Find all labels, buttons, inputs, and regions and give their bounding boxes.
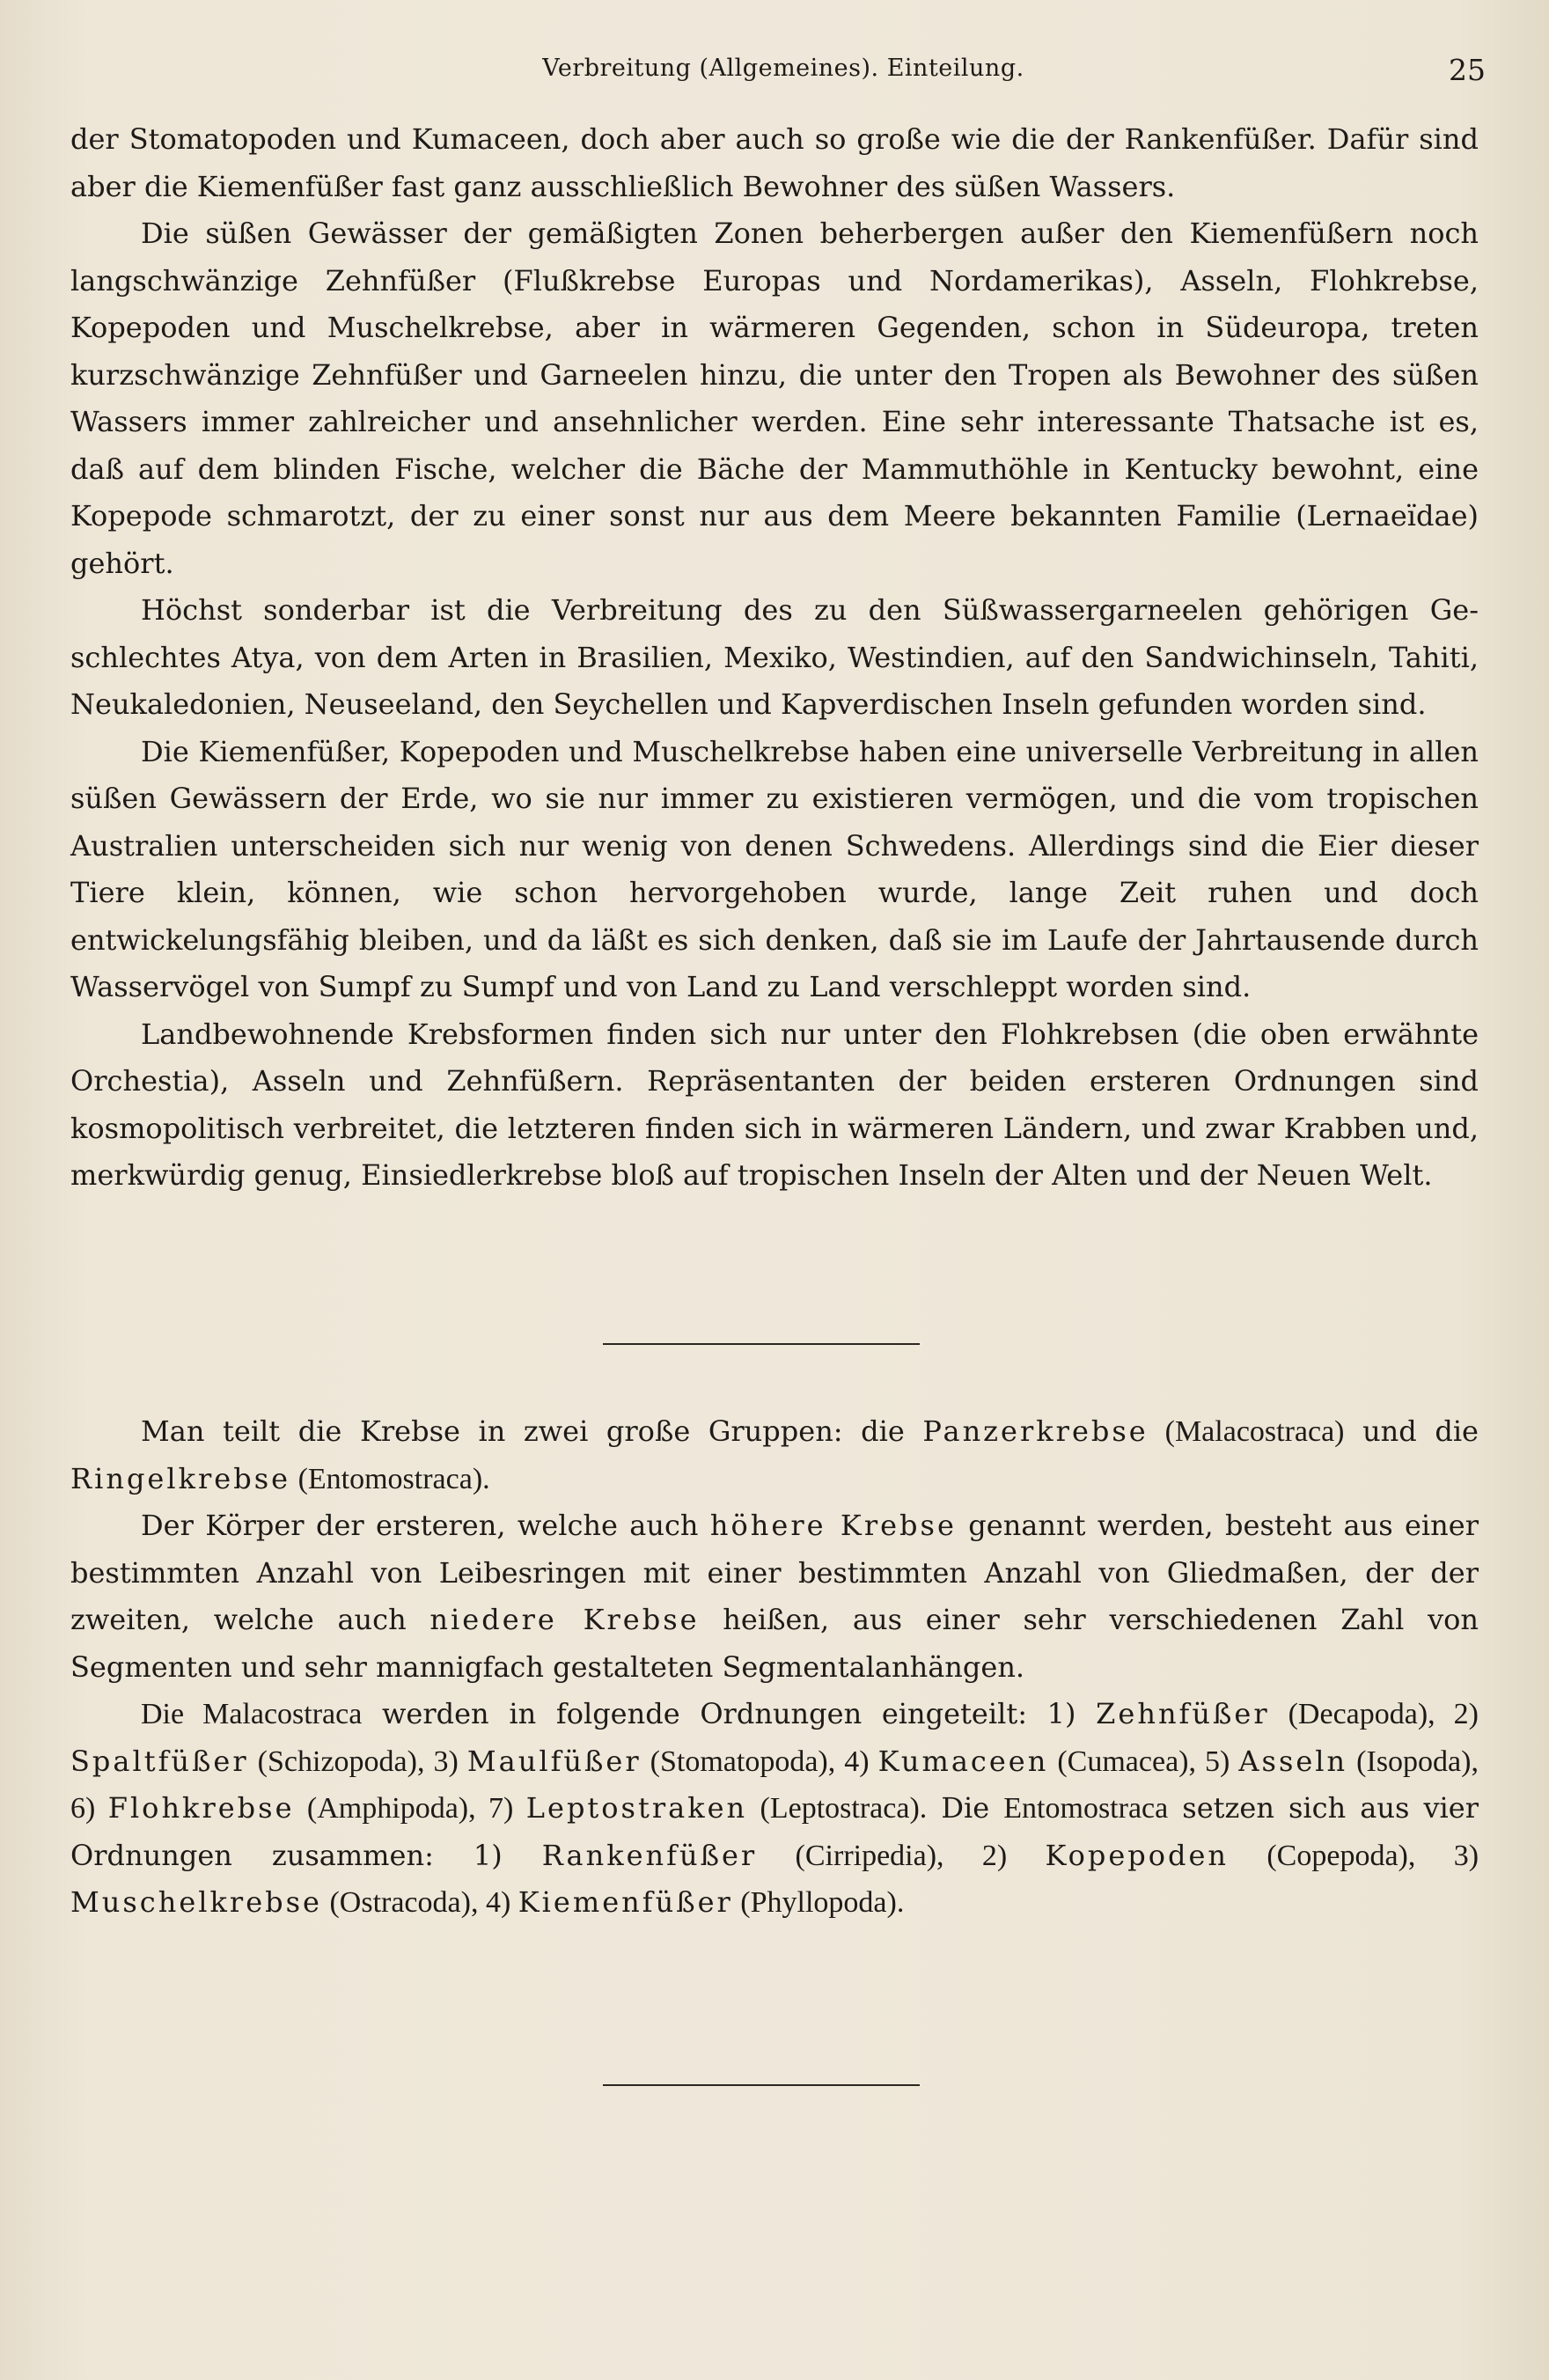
section-classification [70, 1408, 1479, 1927]
text-run: Die [927, 1791, 1004, 1825]
latin-amphipoda: (Amphipoda), 7) [294, 1792, 526, 1825]
paragraph-orders [70, 1691, 1479, 1927]
term-panzerkrebse: Panzerkrebse [922, 1414, 1149, 1448]
text-run: werden in folgende Ordnungen eingeteilt: 1) [362, 1697, 1097, 1730]
text-run: setzen sich aus vier Ordnungen zusammen: 1) [70, 1791, 1479, 1872]
paragraph-two-groups [70, 1408, 1479, 1502]
latin-entomostraca: (Entomostraca). [290, 1462, 490, 1495]
order-maulfuesser: Maulfüßer [466, 1744, 642, 1778]
latin-isopoda: (Isopoda), 6) [70, 1745, 1479, 1825]
order-flohkrebse: Flohkrebse [107, 1791, 295, 1825]
order-kumaceen: Kumaceen [877, 1744, 1049, 1778]
latin-copepoda: (Copepoda), 3) [1229, 1839, 1479, 1872]
order-leptostraken: Leptostraken [525, 1791, 748, 1825]
order-spaltfuesser: Spaltfüßer [70, 1744, 249, 1778]
paragraph-land-crustaceans: Landbewohnende Krebsformen finden sich nur unter den Flohkrebsen (die oben erwähnte Orchestia), Asseln und Zehnfüßern. Repräsentanten der beiden ersteren Ordnungen sind kosmopolitisch verbreitet, die letzteren finden sich in wärmeren Ländern, und zwar Krabben und, merkwürdig genug, Einsiedlerkrebse bloß auf tropischen Inseln der Alten und der Neuen Welt. [70, 1017, 1479, 1192]
order-rankenfuesser: Rankenfüßer [541, 1838, 758, 1872]
order-zehnfuesser: Zehnfüßer [1096, 1697, 1270, 1730]
text-run: Man teilt die Krebse in zwei große Gruppen: die [141, 1414, 923, 1448]
paragraph-atya: Höchst sonderbar ist die Verbreitung des zu den Süßwassergarneelen gehörigen Geschlechtes Atya, von dem Arten in Brasilien, Mexiko, Westindien, auf den Sandwichinseln, Tahiti, Neukaledonien, Neuseeland, den Seychellen und Kapverdischen Inseln gefunden worden sind. [70, 593, 1479, 721]
paragraph-universal-distribution: Die Kiemenfüßer, Kopepoden und Muschelkrebse haben eine universelle Verbreitung in allen süßen Gewässern der Erde, wo sie nur immer zu existieren vermögen, und die vom tropischen Australien unterscheiden sich nur wenig von denen Schwedens. Allerdings sind die Eier dieser Tiere klein, können, wie schon hervorgehoben wurde, lange Zeit ruhen und doch entwickelungsfähig bleiben, und da läßt es sich denken, daß sie im Laufe der Jahrtausende durch Wasservögel von Sumpf zu Sumpf und von Land zu Land verschleppt worden sind. [70, 734, 1479, 1003]
text-run: heißen, aus einer sehr verschiedenen Zahl von Segmenten und sehr mannigfach gestalteten Segmentalanhängen. [70, 1603, 1479, 1684]
latin-entomostraca-orders: Entomostraca [1003, 1792, 1169, 1825]
section-distribution [70, 116, 1479, 1200]
order-kiemenfuesser: Kiemenfüßer [518, 1885, 733, 1919]
order-kopepoden: Kopepoden [1045, 1838, 1230, 1872]
latin-cirripedia: (Cirripedia), 2) [757, 1839, 1046, 1872]
latin-stomatopoda: (Stomatopoda), 4) [641, 1745, 878, 1778]
text-run: und die [1344, 1414, 1479, 1448]
running-head: Verbreitung (Allgemeines). Einteilung. [542, 55, 1024, 82]
latin-schizopoda: (Schizopoda), 3) [248, 1745, 467, 1778]
term-hoehere-krebse: höhere Krebse [709, 1509, 957, 1542]
latin-die-malacostraca: Die Malacostraca [141, 1698, 363, 1730]
latin-ostracoda: (Ostracoda), 4) [321, 1886, 518, 1919]
page-number: 25 [1449, 53, 1486, 87]
latin-decapoda: (Decapoda), 2) [1269, 1698, 1479, 1730]
latin-leptostraca: (Leptostraca). [747, 1792, 928, 1825]
latin-malacostraca: (Malacostraca) [1148, 1415, 1345, 1448]
page-header [70, 46, 1496, 99]
latin-phyllopoda: (Phyllopoda). [732, 1886, 905, 1919]
section-divider-bottom [603, 2084, 920, 2086]
section-divider-top [603, 1343, 920, 1345]
term-ringelkrebse: Ringelkrebse [70, 1461, 291, 1495]
paragraph-continuation: der Stomatopoden und Kumaceen, doch aber auch so große wie die der Rankenfüßer. Dafür sind aber die Kiemenfüßer fast ganz ausschließlich Bewohner des süßen Wassers. [70, 122, 1479, 203]
text-run: genannt werden, besteht aus einer bestimmten Anzahl von Leibesringen mit einer bestimmten Anzahl von Gliedmaßen, der der zweiten, welche auch [70, 1509, 1479, 1636]
paragraph-freshwater: Die süßen Gewässer der gemäßigten Zonen beherbergen außer den Kiemenfüßern noch langschwänzige Zehnfüßer (Flußkrebse Europas und Nordamerikas), Asseln, Flohkrebse, Kopepoden und Muschelkrebse, aber in wärmeren Gegenden, schon in Südeuropa, treten kurzschwänzige Zehnfüßer und Garneelen hinzu, die unter den Tropen als Bewohner des süßen Wassers immer zahlreicher und ansehnlicher werden. Eine sehr interessante Thatsache ist es, daß auf dem blinden Fische, welcher die Bäche der Mammuthöhle in Kentucky bewohnt, eine Kopepode schmarotzt, der zu einer sonst nur aus dem Meere bekannten Familie (Lernaeïdae) gehört. [70, 217, 1479, 580]
order-asseln: Asseln [1238, 1744, 1348, 1778]
latin-cumacea: (Cumacea), 5) [1048, 1745, 1239, 1778]
paragraph-body-structure [70, 1502, 1479, 1691]
order-muschelkrebse: Muschelkrebse [70, 1885, 322, 1919]
term-niedere-krebse: niedere Krebse [429, 1603, 700, 1636]
text-run: Der Körper der ersteren, welche auch [141, 1509, 710, 1542]
